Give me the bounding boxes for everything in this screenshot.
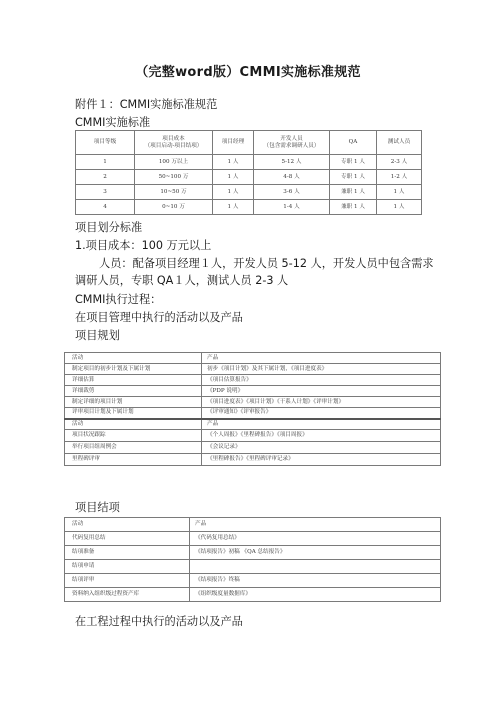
standards-heading: CMMI实施标准 — [75, 116, 151, 129]
table-cell: 兼职 1 人 — [330, 185, 377, 200]
table-header-cell: 项目经理 — [213, 131, 254, 155]
table-header-cell: 测试人员 — [377, 131, 422, 155]
table-cell: 《结项报告》初稿 《QA 总结报告》 — [190, 546, 441, 560]
table-cell: 1-4 人 — [254, 200, 330, 215]
table-row — [65, 364, 441, 375]
table-cell: 《结项报告》终稿 — [190, 574, 441, 588]
table-cell: 结项准备 — [65, 546, 190, 560]
table-cell: 举行项目组周例会 — [65, 442, 202, 454]
planning-heading: 项目规划 — [75, 329, 120, 342]
table-row — [65, 442, 441, 454]
table-cell: 《项目进度表》《项目计划》《干系人计划》《评审计划》 — [202, 397, 441, 408]
table-row — [65, 560, 441, 574]
table-cell: 《会议记录》 — [202, 442, 441, 454]
table-cell: 1 人 — [377, 185, 422, 200]
table-cell: 2 — [76, 170, 135, 185]
table-cell: 专职 1 人 — [330, 155, 377, 170]
table-cell: 4 — [76, 200, 135, 215]
table-header-cell: 活动 — [65, 419, 202, 430]
table-cell: 1 — [76, 155, 135, 170]
table-cell: 评审项目计划及下属计划 — [65, 408, 202, 419]
table-cell: 制定项目的初步计划及下属计划 — [65, 364, 202, 375]
table-header-row — [76, 131, 422, 155]
table-cell: 4-8 人 — [254, 170, 330, 185]
table-cell: 1 人 — [213, 170, 254, 185]
table-cell: 2-3 人 — [377, 155, 422, 170]
table-cell: 《评审通知》《评审报告》 — [202, 408, 441, 419]
project-cost-item: 1.项目成本：100 万元以上 — [75, 239, 212, 252]
table-cell — [190, 560, 441, 574]
table-cell: 0~10 万 — [135, 200, 213, 215]
table-cell: 详细裁剪 — [65, 386, 202, 397]
table-header-cell: 开发人员 （包含需求调研人员） — [254, 131, 330, 155]
table-row — [65, 574, 441, 588]
table-header-cell: 产品 — [202, 419, 441, 430]
document-title: （完整word版）CMMI实施标准规范 — [135, 65, 361, 80]
table-cell: 制定详细的项目计划 — [65, 397, 202, 408]
table-cell: 初步《项目计划》及其下属计划，《项目进度表》 — [202, 364, 441, 375]
table-row — [65, 397, 441, 408]
table-header-cell: 产品 — [190, 518, 441, 532]
closing-table — [64, 517, 441, 602]
table-header-row — [65, 353, 441, 364]
closing-heading: 项目结项 — [75, 501, 120, 514]
management-heading: 在项目管理中执行的活动以及产品 — [75, 311, 243, 324]
table-header-cell: 项目成本 （项目启动-项目结项） — [135, 131, 213, 155]
table-cell: 《个人周报》《里程碑报告》《项目周报》 — [202, 430, 441, 442]
table-header-cell: 产品 — [202, 353, 441, 364]
table-cell: 3 — [76, 185, 135, 200]
table-cell: 5-12 人 — [254, 155, 330, 170]
table-row — [76, 170, 422, 185]
table-row — [65, 454, 441, 466]
table-row — [65, 430, 441, 442]
appendix-heading: 附件１：CMMI实施标准规范 — [75, 98, 218, 111]
table-cell: 代码复用总结 — [65, 532, 190, 546]
table-cell: 《里程碑报告》《里程碑评审记录》 — [202, 454, 441, 466]
table-cell: 兼职 1 人 — [330, 200, 377, 215]
table-row — [76, 185, 422, 200]
table-cell: 1 人 — [213, 155, 254, 170]
staffing-paragraph: 人员：配备项目经理１人，开发人员 5-12 人，开发人员中包含需求调研人员，专职 QA１人，测试人员 2-3 人 — [75, 257, 434, 287]
table-row — [65, 408, 441, 419]
table-cell: 1 人 — [377, 200, 422, 215]
table-cell: 1 人 — [213, 200, 254, 215]
table-cell: 项目状况跟踪 — [65, 430, 202, 442]
table-cell: 100 万以上 — [135, 155, 213, 170]
standards-table — [75, 130, 422, 215]
table-cell: 《项目估算报告》 — [202, 375, 441, 386]
table-row — [65, 588, 441, 602]
table-cell: 1-2 人 — [377, 170, 422, 185]
table-header-row — [65, 419, 441, 430]
table-header-row — [65, 518, 441, 532]
table-cell: 3-6 人 — [254, 185, 330, 200]
table-header-cell: QA — [330, 131, 377, 155]
engineering-heading: 在工程过程中执行的活动以及产品 — [75, 615, 243, 628]
table-cell: 50~100 万 — [135, 170, 213, 185]
table-row — [76, 155, 422, 170]
table-row — [65, 375, 441, 386]
planning-table — [64, 352, 441, 466]
table-header-cell: 活动 — [65, 353, 202, 364]
table-row — [65, 532, 441, 546]
table-row — [65, 546, 441, 560]
table-cell: 1 人 — [213, 185, 254, 200]
table-header-cell: 活动 — [65, 518, 190, 532]
table-cell: 专职 1 人 — [330, 170, 377, 185]
table-cell: 《代码复用总结》 — [190, 532, 441, 546]
table-row — [65, 386, 441, 397]
table-cell: 结项评审 — [65, 574, 190, 588]
table-cell: 《PDP 说明》 — [202, 386, 441, 397]
table-header-cell: 项目等级 — [76, 131, 135, 155]
process-heading: CMMI执行过程： — [75, 293, 162, 306]
table-cell: 资料纳入组织级过程资产库 — [65, 588, 190, 602]
table-cell: 里程碑评审 — [65, 454, 202, 466]
table-cell: 详细估算 — [65, 375, 202, 386]
division-standard-heading: 项目划分标准 — [75, 221, 143, 234]
table-cell: 结项申请 — [65, 560, 190, 574]
table-cell: 10~50 万 — [135, 185, 213, 200]
table-cell: 《组织级度量数据库》 — [190, 588, 441, 602]
table-row — [76, 200, 422, 215]
